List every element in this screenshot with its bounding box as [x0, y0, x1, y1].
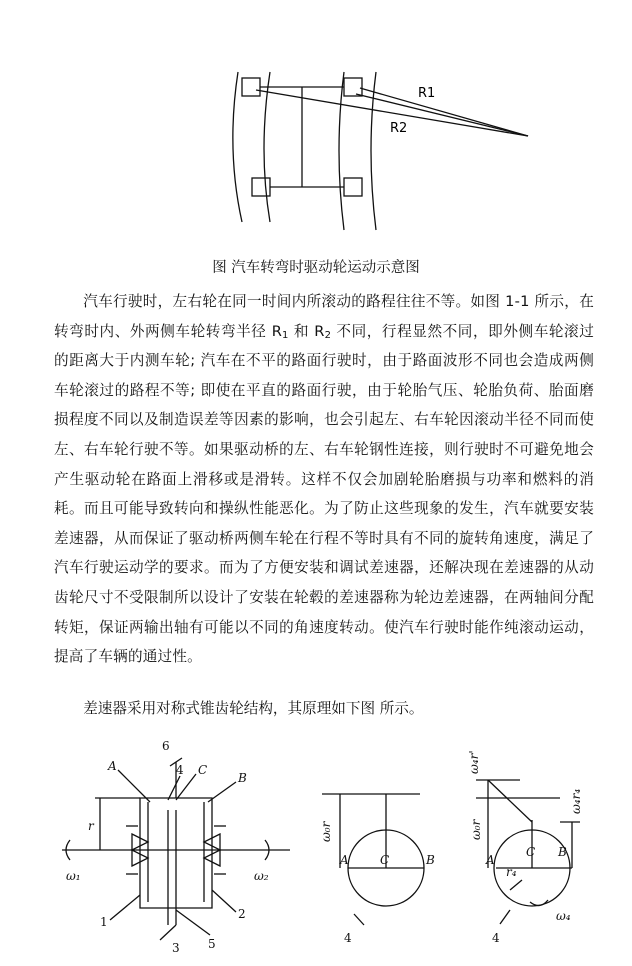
- svg-text:A: A: [486, 853, 495, 867]
- svg-text:4: 4: [492, 931, 500, 945]
- mechanism-diagram: [62, 758, 290, 940]
- differential-diagram: [0, 730, 632, 966]
- svg-text:3: 3: [172, 941, 180, 955]
- svg-text:C: C: [380, 853, 390, 867]
- svg-text:ω₀r: ω₀r: [469, 819, 483, 840]
- wheel-front-right: [344, 78, 362, 96]
- wheel-rear-left: [252, 178, 270, 196]
- svg-text:5: 5: [208, 937, 216, 951]
- wheel-rear-right: [344, 178, 362, 196]
- svg-text:B: B: [238, 771, 247, 785]
- svg-text:1: 1: [100, 915, 108, 929]
- svg-text:4: 4: [344, 931, 352, 945]
- svg-text:ω₀r: ω₀r: [319, 821, 333, 842]
- svg-text:ω₄r₄: ω₄r₄: [569, 788, 583, 814]
- road-curve-3: [339, 72, 344, 230]
- wheel-front-left: [242, 78, 260, 96]
- svg-text:B: B: [426, 853, 435, 867]
- svg-text:ω₁: ω₁: [66, 869, 81, 883]
- svg-text:C: C: [198, 763, 208, 777]
- svg-text:A: A: [108, 759, 117, 773]
- turning-diagram: [0, 0, 632, 250]
- label-r2: R2: [390, 121, 408, 136]
- body-paragraph: 汽车行驶时，左右轮在同一时间内所滚动的路程往往不等。如图 1-1 所示，在转弯时内、外两侧车轮转弯半径 $R_1$ 和 $R_2$ 不同，行程显然不同，即外侧车轮滚过的距离大于内测车轮; 汽车在不平的路面行驶时，由于路面波形不同也会造成两侧车轮滚过的路程不等; 即使在平直的路面行驶，由于轮胎气压、轮胎负荷、胎面磨损程度不同以及制造误差等因素的影响，也会引起左、右车轮因滚动半径不同而使左、右车轮行驶不等。如果驱动桥的左、右车轮钢性连接，则行驶时不可避免地会产生驱动轮在路面上滑移或是滑转。这样不仅会加剧轮胎磨损与功率和燃料的消耗。而且可能导致转向和操纵性能恶化。为了防止这些现象的发生，汽车就要安装差速器，从而保证了驱动桥两侧车轮在行程不等时具有不同的旋转角速度，满足了汽车行驶运动学的要求。而为了方便安装和调试差速器，还解决现在差速器的从动齿轮尺寸不受限制所以设计了安装在轮毂的差速器称为轮边差速器，在两轴间分配转矩，保证两输出轴有可能以不同的角速度转动。使汽车行驶时能作纯滚动运动，提高了车辆的通过性。: [54, 293, 595, 666]
- svg-text:ω₄: ω₄: [556, 909, 571, 923]
- svg-text:4: 4: [176, 763, 184, 777]
- svg-text:C: C: [526, 845, 536, 859]
- svg-text:r₄: r₄: [506, 865, 517, 879]
- differential-intro: 差速器采用对称式锥齿轮结构，其原理如下图 所示。: [83, 700, 424, 717]
- figure-caption: 图 汽车转弯时驱动轮运动示意图: [212, 260, 420, 276]
- svg-text:B: B: [558, 845, 567, 859]
- svg-text:ω₄r': ω₄r': [467, 750, 481, 774]
- svg-text:A: A: [340, 853, 349, 867]
- svg-text:ω₂: ω₂: [254, 869, 269, 883]
- road-curve-4: [371, 72, 376, 230]
- road-curve-2: [264, 72, 270, 222]
- velocity-diagram-equal: [322, 794, 424, 925]
- svg-text:r: r: [88, 819, 94, 833]
- road-curve-1: [233, 72, 242, 222]
- label-r1: R1: [418, 86, 436, 101]
- svg-text:2: 2: [238, 907, 246, 921]
- svg-text:6: 6: [162, 739, 170, 753]
